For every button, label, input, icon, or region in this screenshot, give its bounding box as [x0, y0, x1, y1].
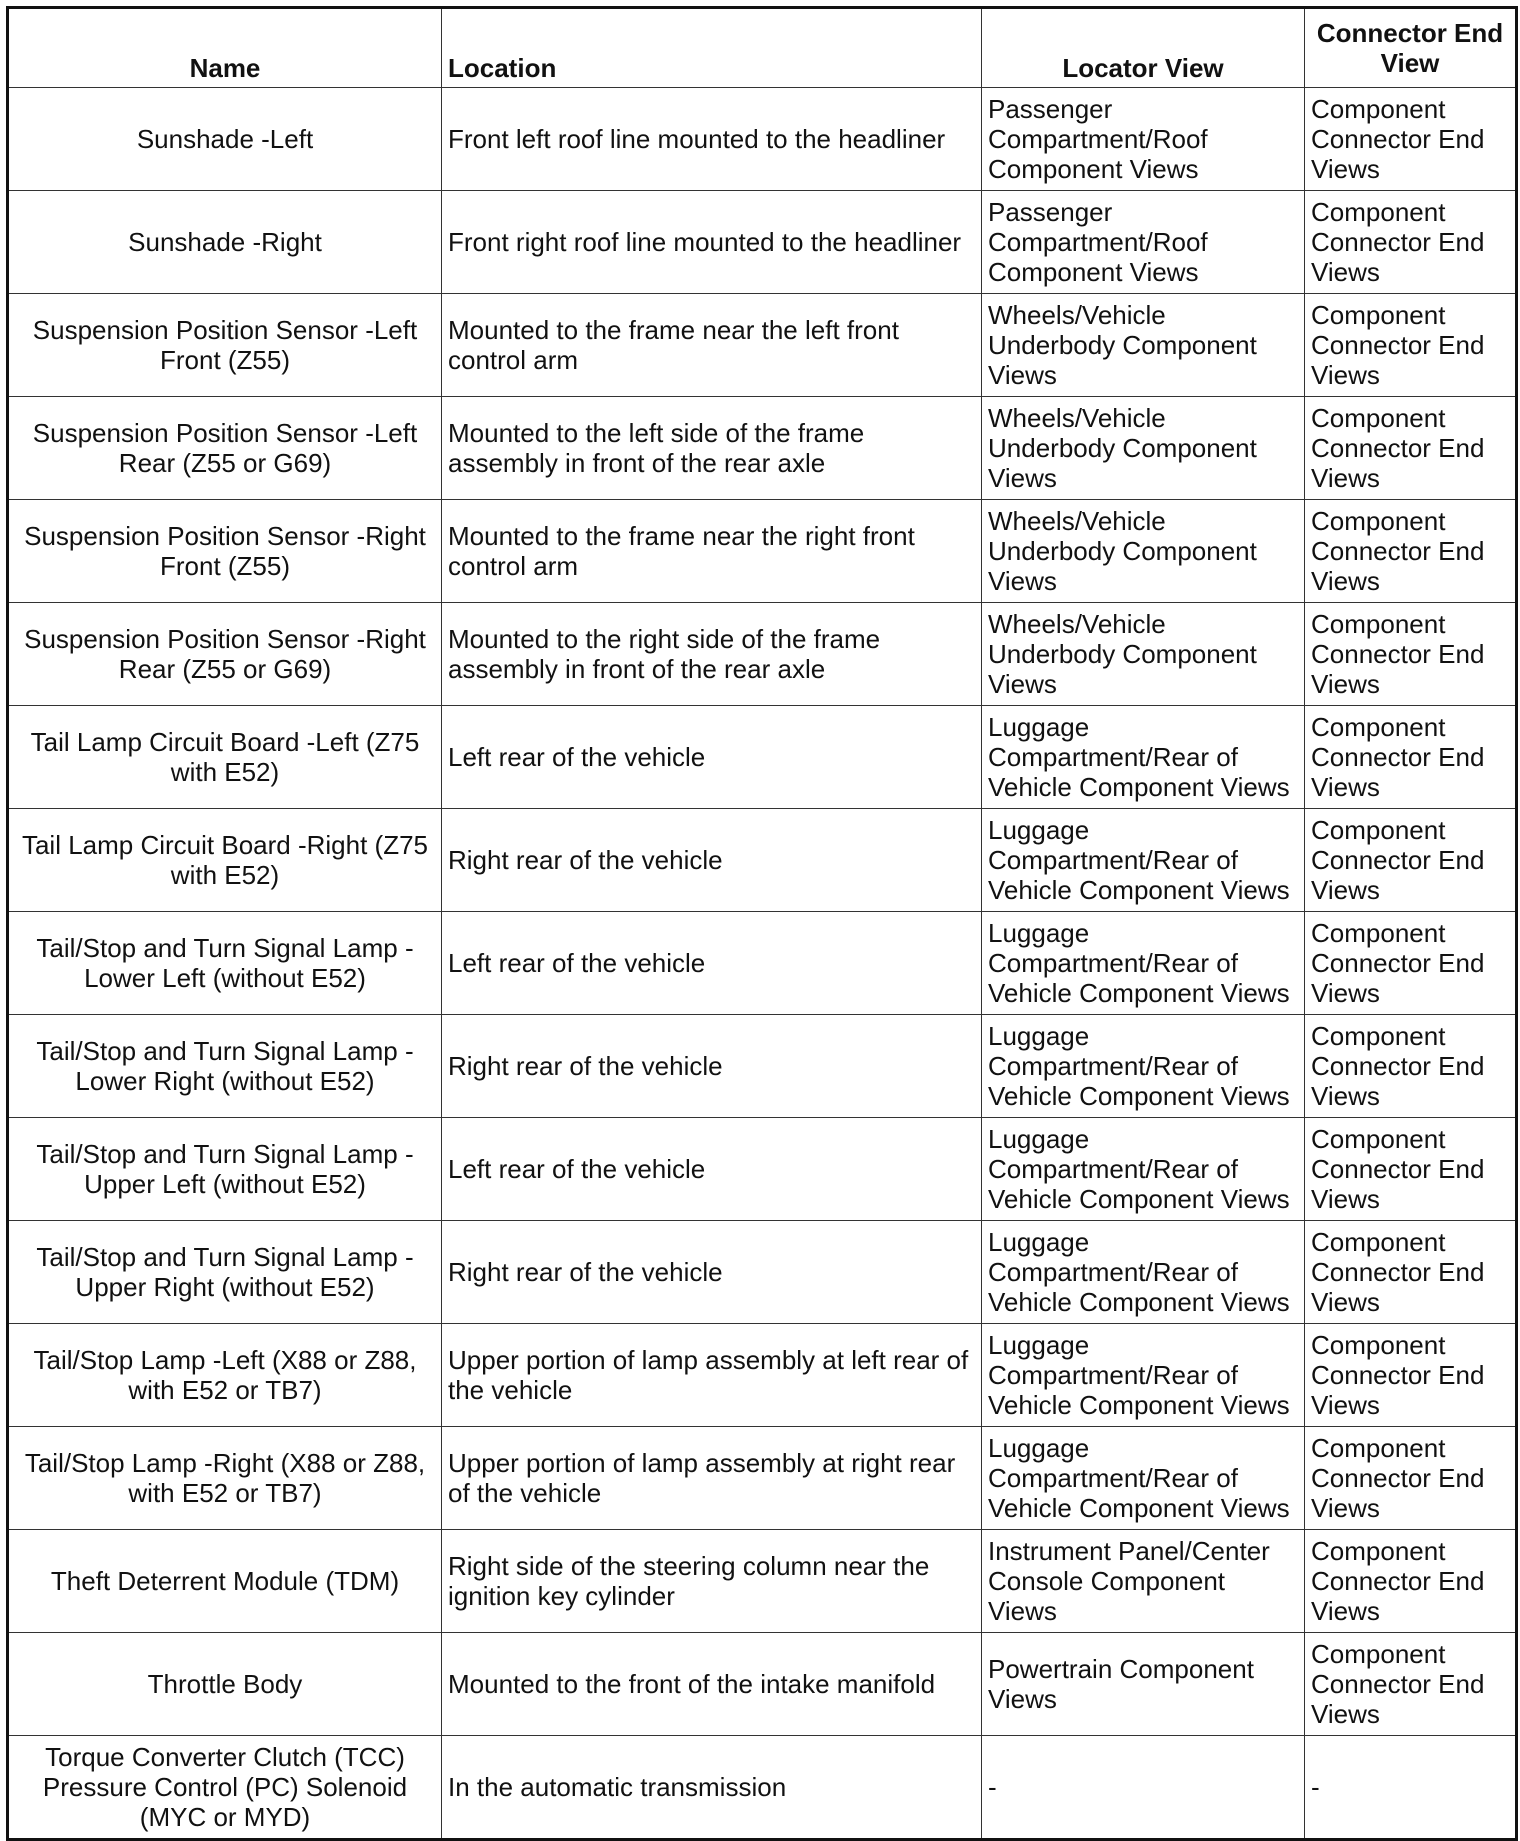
cell-connector-end-view: Component Connector End Views: [1305, 603, 1517, 706]
cell-connector-end-view: Component Connector End Views: [1305, 1324, 1517, 1427]
cell-connector-end-view: Component Connector End Views: [1305, 1427, 1517, 1530]
cell-connector-end-view: Component Connector End Views: [1305, 500, 1517, 603]
table-row: [8, 294, 1517, 397]
table-row: [8, 706, 1517, 809]
cell-location: Upper portion of lamp assembly at left rear of the vehicle: [442, 1324, 982, 1427]
cell-connector-end-view: Component Connector End Views: [1305, 88, 1517, 191]
cell-name: Tail/Stop and Turn Signal Lamp -Upper Right (without E52): [8, 1221, 442, 1324]
cell-name: Suspension Position Sensor -Right Front (Z55): [8, 500, 442, 603]
table-row: [8, 1118, 1517, 1221]
cell-location: Mounted to the left side of the frame assembly in front of the rear axle: [442, 397, 982, 500]
cell-connector-end-view: Component Connector End Views: [1305, 397, 1517, 500]
table-row: [8, 500, 1517, 603]
cell-connector-end-view: Component Connector End Views: [1305, 706, 1517, 809]
cell-name: Throttle Body: [8, 1633, 442, 1736]
cell-locator-view: Instrument Panel/Center Console Component Views: [982, 1530, 1305, 1633]
cell-connector-end-view: Component Connector End Views: [1305, 1633, 1517, 1736]
header-name: Name: [8, 8, 442, 88]
table-row: [8, 88, 1517, 191]
cell-name: Tail/Stop and Turn Signal Lamp -Upper Left (without E52): [8, 1118, 442, 1221]
cell-name: Tail Lamp Circuit Board -Left (Z75 with E52): [8, 706, 442, 809]
table-row: [8, 1736, 1517, 1840]
cell-locator-view: Luggage Compartment/Rear of Vehicle Component Views: [982, 1324, 1305, 1427]
cell-location: Right rear of the vehicle: [442, 809, 982, 912]
cell-locator-view: Wheels/Vehicle Underbody Component Views: [982, 294, 1305, 397]
cell-connector-end-view: Component Connector End Views: [1305, 1221, 1517, 1324]
cell-location: Mounted to the frame near the left front control arm: [442, 294, 982, 397]
table-row: [8, 397, 1517, 500]
component-locator-table: [6, 6, 1518, 1841]
cell-name: Theft Deterrent Module (TDM): [8, 1530, 442, 1633]
cell-name: Suspension Position Sensor -Left Rear (Z55 or G69): [8, 397, 442, 500]
cell-name: Tail/Stop Lamp -Right (X88 or Z88, with E52 or TB7): [8, 1427, 442, 1530]
header-locator-view: Locator View: [982, 8, 1305, 88]
header-connector-end-view: Connector End View: [1305, 8, 1517, 88]
cell-name: Sunshade -Right: [8, 191, 442, 294]
cell-name: Sunshade -Left: [8, 88, 442, 191]
cell-location: Mounted to the frame near the right front control arm: [442, 500, 982, 603]
cell-location: Front left roof line mounted to the headliner: [442, 88, 982, 191]
cell-locator-view: Luggage Compartment/Rear of Vehicle Component Views: [982, 1221, 1305, 1324]
cell-connector-end-view: Component Connector End Views: [1305, 1530, 1517, 1633]
table-row: [8, 1015, 1517, 1118]
cell-location: Mounted to the front of the intake manifold: [442, 1633, 982, 1736]
cell-connector-end-view: Component Connector End Views: [1305, 1118, 1517, 1221]
cell-location: Right rear of the vehicle: [442, 1015, 982, 1118]
cell-locator-view: Powertrain Component Views: [982, 1633, 1305, 1736]
cell-location: Right rear of the vehicle: [442, 1221, 982, 1324]
cell-name: Tail Lamp Circuit Board -Right (Z75 with E52): [8, 809, 442, 912]
cell-location: Left rear of the vehicle: [442, 1118, 982, 1221]
cell-locator-view: Luggage Compartment/Rear of Vehicle Component Views: [982, 1118, 1305, 1221]
cell-connector-end-view: Component Connector End Views: [1305, 809, 1517, 912]
table-body: [8, 88, 1517, 1840]
cell-connector-end-view: -: [1305, 1736, 1517, 1840]
header-row: [8, 8, 1517, 88]
cell-location: Upper portion of lamp assembly at right rear of the vehicle: [442, 1427, 982, 1530]
header-location: Location: [442, 8, 982, 88]
cell-location: Left rear of the vehicle: [442, 912, 982, 1015]
table-row: [8, 191, 1517, 294]
cell-location: Mounted to the right side of the frame assembly in front of the rear axle: [442, 603, 982, 706]
table-row: [8, 603, 1517, 706]
table-row: [8, 1530, 1517, 1633]
cell-name: Tail/Stop and Turn Signal Lamp -Lower Right (without E52): [8, 1015, 442, 1118]
cell-locator-view: Luggage Compartment/Rear of Vehicle Component Views: [982, 1427, 1305, 1530]
table-row: [8, 912, 1517, 1015]
cell-name: Torque Converter Clutch (TCC) Pressure Control (PC) Solenoid (MYC or MYD): [8, 1736, 442, 1840]
cell-name: Tail/Stop Lamp -Left (X88 or Z88, with E52 or TB7): [8, 1324, 442, 1427]
cell-locator-view: Luggage Compartment/Rear of Vehicle Component Views: [982, 809, 1305, 912]
cell-locator-view: Luggage Compartment/Rear of Vehicle Component Views: [982, 912, 1305, 1015]
cell-connector-end-view: Component Connector End Views: [1305, 191, 1517, 294]
table-row: [8, 1633, 1517, 1736]
cell-connector-end-view: Component Connector End Views: [1305, 294, 1517, 397]
cell-locator-view: Wheels/Vehicle Underbody Component Views: [982, 603, 1305, 706]
cell-locator-view: Wheels/Vehicle Underbody Component Views: [982, 397, 1305, 500]
cell-locator-view: Passenger Compartment/Roof Component Views: [982, 191, 1305, 294]
cell-name: Suspension Position Sensor -Right Rear (Z55 or G69): [8, 603, 442, 706]
cell-location: Front right roof line mounted to the headliner: [442, 191, 982, 294]
cell-locator-view: -: [982, 1736, 1305, 1840]
cell-connector-end-view: Component Connector End Views: [1305, 1015, 1517, 1118]
cell-locator-view: Wheels/Vehicle Underbody Component Views: [982, 500, 1305, 603]
cell-location: Left rear of the vehicle: [442, 706, 982, 809]
table-row: [8, 1324, 1517, 1427]
cell-name: Tail/Stop and Turn Signal Lamp -Lower Left (without E52): [8, 912, 442, 1015]
table-row: [8, 1427, 1517, 1530]
cell-locator-view: Luggage Compartment/Rear of Vehicle Component Views: [982, 1015, 1305, 1118]
cell-name: Suspension Position Sensor -Left Front (Z55): [8, 294, 442, 397]
cell-connector-end-view: Component Connector End Views: [1305, 912, 1517, 1015]
table-row: [8, 1221, 1517, 1324]
cell-location: In the automatic transmission: [442, 1736, 982, 1840]
table-row: [8, 809, 1517, 912]
cell-location: Right side of the steering column near the ignition key cylinder: [442, 1530, 982, 1633]
cell-locator-view: Luggage Compartment/Rear of Vehicle Component Views: [982, 706, 1305, 809]
cell-locator-view: Passenger Compartment/Roof Component Views: [982, 88, 1305, 191]
